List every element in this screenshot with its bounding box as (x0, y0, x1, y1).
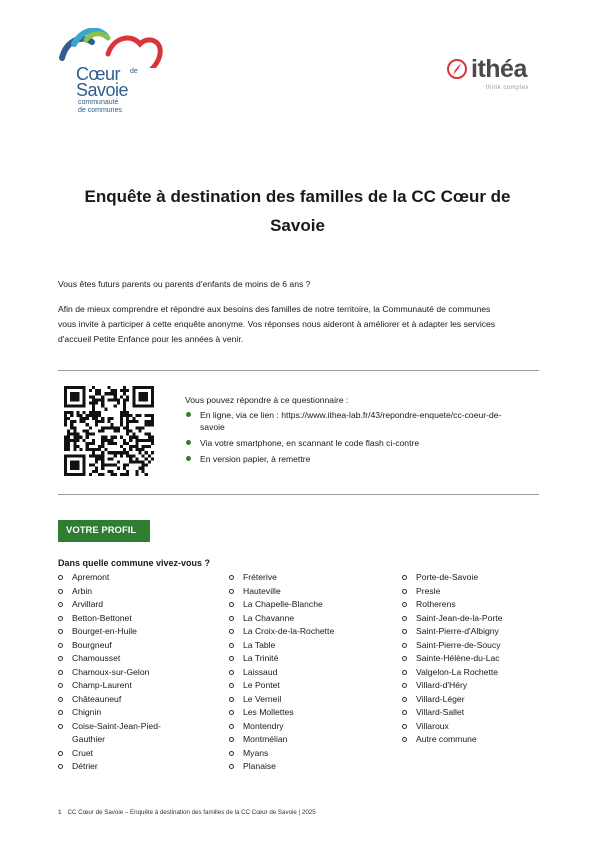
commune-option[interactable] (402, 625, 542, 639)
commune-option[interactable] (58, 625, 178, 639)
commune-label: Laissaud (243, 666, 278, 677)
intro-line-1: Afin de mieux comprendre et répondre aux besoins des familles de notre territoire, la Communauté de communes (58, 304, 491, 314)
commune-question: Dans quelle commune vivez-vous ? (58, 558, 211, 568)
logo-subtitle-2: de communes (78, 107, 122, 114)
commune-label: La Chavanne (243, 612, 295, 623)
commune-option[interactable] (229, 585, 369, 599)
radio-circle-icon[interactable] (402, 602, 407, 607)
commune-label: Saint-Pierre-d'Albigny (416, 626, 499, 636)
logo-word-coeur: Cœur (76, 64, 120, 84)
commune-option[interactable] (229, 760, 369, 774)
radio-circle-icon[interactable] (402, 670, 407, 675)
commune-column-2 (229, 571, 369, 774)
radio-circle-icon[interactable] (229, 616, 234, 621)
page-title-line-1: Enquête à destination des familles de la CC Cœur de (84, 187, 511, 206)
commune-label: Villard-Léger (416, 693, 465, 704)
commune-option[interactable] (402, 706, 542, 720)
radio-circle-icon[interactable] (229, 575, 234, 580)
commune-label: Villaroux (416, 720, 449, 731)
commune-label: Le Verneil (243, 693, 282, 704)
logo-word-de: de (130, 68, 138, 75)
intro-paragraph (58, 302, 542, 347)
commune-option[interactable] (58, 598, 178, 612)
response-item-smartphone-text: Via votre smartphone, en scannant le code flash ci-contre (200, 438, 420, 448)
response-heading: Vous pouvez répondre à ce questionnaire : (185, 395, 349, 405)
radio-circle-icon[interactable] (229, 643, 234, 648)
page-footer (58, 808, 316, 818)
commune-option[interactable] (229, 720, 369, 734)
radio-circle-icon[interactable] (229, 710, 234, 715)
bullet-icon (186, 412, 191, 417)
commune-option[interactable] (229, 733, 369, 747)
intro-question: Vous êtes futurs parents ou parents d'enfants de moins de 6 ans ? (58, 279, 311, 289)
commune-label: Saint-Jean-de-la-Porte (416, 612, 503, 623)
commune-option[interactable] (402, 693, 542, 707)
commune-option[interactable] (58, 679, 178, 693)
commune-option[interactable] (229, 612, 369, 626)
bullet-icon (186, 440, 191, 445)
radio-circle-icon[interactable] (58, 724, 63, 729)
commune-option[interactable] (58, 720, 178, 734)
radio-circle-icon[interactable] (229, 589, 234, 594)
radio-circle-icon[interactable] (58, 602, 63, 607)
radio-circle-icon[interactable] (402, 683, 407, 688)
response-item-online-text[interactable]: En ligne, via ce lien : https://www.ithea-lab.fr/43/repondre-enquete/cc-coeur-de- savoie (200, 410, 502, 432)
commune-label: Arvillard (72, 599, 104, 609)
response-item-paper (185, 453, 530, 465)
radio-circle-icon[interactable] (402, 737, 407, 742)
page-title-line-2: Savoie (270, 216, 325, 235)
radio-circle-icon[interactable] (402, 629, 407, 634)
commune-label: Rotherens (416, 599, 456, 609)
commune-label: Porte-de-Savoie (416, 572, 479, 582)
coeur-de-savoie-logo (56, 28, 168, 120)
radio-circle-icon[interactable] (58, 683, 63, 688)
radio-circle-icon[interactable] (58, 670, 63, 675)
commune-option[interactable] (229, 571, 369, 585)
ithea-logo (446, 54, 546, 96)
commune-label: Presle (416, 585, 441, 596)
commune-option[interactable] (58, 760, 178, 774)
radio-circle-icon[interactable] (402, 589, 407, 594)
commune-label: Betton-Bettonet (72, 612, 132, 623)
radio-circle-icon[interactable] (229, 737, 234, 742)
commune-label: La Table (243, 639, 276, 650)
radio-circle-icon[interactable] (58, 656, 63, 661)
radio-circle-icon[interactable] (402, 643, 407, 648)
radio-circle-icon[interactable] (58, 616, 63, 621)
intro-line-3: d'accueil Petite Enfance pour les années à venir. (58, 334, 244, 344)
response-item-paper-text: En version papier, à remettre (200, 454, 311, 464)
commune-label: Villard-d'Héry (416, 680, 468, 690)
radio-circle-icon[interactable] (229, 629, 234, 634)
commune-label: Arbin (72, 585, 93, 596)
commune-column-3 (402, 571, 542, 747)
commune-option[interactable] (229, 706, 369, 720)
radio-circle-icon[interactable] (58, 751, 63, 756)
commune-label: Châteauneuf (72, 693, 122, 704)
radio-circle-icon[interactable] (229, 724, 234, 729)
commune-label: Saint-Pierre-de-Soucy (416, 639, 501, 650)
commune-option[interactable] (58, 612, 178, 626)
commune-label: Champ-Laurent (72, 680, 132, 690)
radio-circle-icon[interactable] (402, 697, 407, 702)
commune-label: Chignin (72, 707, 102, 717)
commune-option[interactable] (229, 639, 369, 653)
commune-option[interactable] (229, 693, 369, 707)
commune-option[interactable] (402, 666, 542, 680)
divider-bottom (58, 494, 539, 495)
footer-text: CC Cœur de Savoie – Enquête à destination des familles de la CC Cœur de Savoie | 2025 (67, 809, 316, 816)
commune-option[interactable] (402, 733, 542, 747)
commune-label: Gauthier (72, 734, 105, 744)
commune-option[interactable] (58, 571, 178, 585)
commune-option[interactable] (402, 652, 542, 666)
bullet-icon (186, 456, 191, 461)
commune-option[interactable] (402, 612, 542, 626)
radio-circle-icon[interactable] (402, 710, 407, 715)
commune-option[interactable] (58, 639, 178, 653)
response-list (185, 409, 530, 465)
commune-option[interactable] (58, 706, 178, 720)
commune-option[interactable] (402, 598, 542, 612)
radio-circle-icon[interactable] (58, 575, 63, 580)
radio-circle-icon[interactable] (58, 764, 63, 769)
radio-circle-icon[interactable] (402, 616, 407, 621)
commune-option[interactable] (58, 747, 178, 761)
commune-option[interactable] (402, 720, 542, 734)
radio-circle-icon[interactable] (229, 697, 234, 702)
page-number: 1 (58, 809, 62, 816)
commune-option[interactable] (229, 652, 369, 666)
radio-circle-icon[interactable] (58, 629, 63, 634)
radio-circle-icon[interactable] (58, 589, 63, 594)
commune-option[interactable] (402, 571, 542, 585)
radio-circle-icon[interactable] (229, 656, 234, 661)
commune-option[interactable] (58, 666, 178, 680)
intro-line-2: vous invite à participer à cette enquête anonyme. Vos réponses nous aideront à améliorer et à adapter les services (58, 319, 496, 329)
commune-label: Sainte-Hélène-du-Lac (416, 653, 500, 663)
commune-option[interactable] (229, 679, 369, 693)
commune-option[interactable] (58, 733, 178, 747)
commune-label: Villard-Sallet (416, 707, 465, 717)
commune-option[interactable] (402, 585, 542, 599)
logo-word-savoie: Savoie (76, 80, 129, 100)
response-item-smartphone (185, 437, 530, 449)
commune-label: Fréterive (243, 572, 277, 582)
commune-label: Chamoux-sur-Gelon (72, 666, 150, 677)
commune-option[interactable] (402, 639, 542, 653)
commune-label: Les Mollettes (243, 707, 294, 717)
commune-label: Montendry (243, 720, 284, 731)
radio-circle-icon[interactable] (58, 643, 63, 648)
commune-label: Bourgneuf (72, 639, 112, 650)
radio-circle-icon[interactable] (229, 602, 234, 607)
commune-label: La Trinité (243, 653, 279, 663)
commune-label: Apremont (72, 572, 110, 582)
commune-label: Valgelon-La Rochette (416, 666, 499, 677)
radio-circle-icon[interactable] (402, 724, 407, 729)
page-title (60, 182, 535, 240)
commune-label: Hauteville (243, 585, 281, 596)
commune-label: Cruet (72, 747, 94, 758)
section-header-votre-profil: VOTRE PROFIL (58, 520, 150, 542)
response-options (185, 394, 530, 469)
ithea-compass-icon (446, 57, 468, 81)
commune-option[interactable] (229, 747, 369, 761)
radio-circle-icon[interactable] (229, 683, 234, 688)
divider-top (58, 370, 539, 371)
radio-circle-icon[interactable] (229, 751, 234, 756)
commune-option[interactable] (229, 666, 369, 680)
qr-code-icon[interactable] (64, 386, 154, 476)
response-item-online (185, 409, 530, 433)
commune-option[interactable] (58, 652, 178, 666)
commune-label: Bourget-en-Huile (72, 626, 137, 636)
radio-circle-icon[interactable] (402, 656, 407, 661)
commune-label: Myans (243, 747, 269, 758)
commune-option[interactable] (402, 679, 542, 693)
commune-label: La Croix-de-la-Rochette (243, 626, 335, 636)
radio-circle-icon[interactable] (402, 575, 407, 580)
commune-option[interactable] (58, 693, 178, 707)
ithea-tagline: think complex (486, 85, 530, 91)
coeur-de-savoie-emblem-icon (56, 28, 168, 68)
commune-label: Détrier (72, 761, 98, 771)
commune-label: Chamousset (72, 653, 121, 663)
commune-label: Le Pontet (243, 680, 280, 690)
ithea-brand: ithéa (471, 55, 527, 83)
radio-circle-icon[interactable] (229, 764, 234, 769)
commune-column-1 (58, 571, 178, 774)
commune-label: Autre commune (416, 734, 477, 744)
commune-label: Montmélian (243, 734, 288, 744)
commune-label: Coise-Saint-Jean-Pied- (72, 720, 161, 731)
commune-option[interactable] (229, 598, 369, 612)
commune-option[interactable] (229, 625, 369, 639)
logo-subtitle-1: communauté (78, 99, 119, 106)
radio-circle-icon[interactable] (229, 670, 234, 675)
commune-label: Planaise (243, 761, 276, 771)
commune-option[interactable] (58, 585, 178, 599)
radio-circle-icon[interactable] (58, 697, 63, 702)
radio-circle-icon[interactable] (58, 710, 63, 715)
commune-label: La Chapelle-Blanche (243, 599, 323, 609)
